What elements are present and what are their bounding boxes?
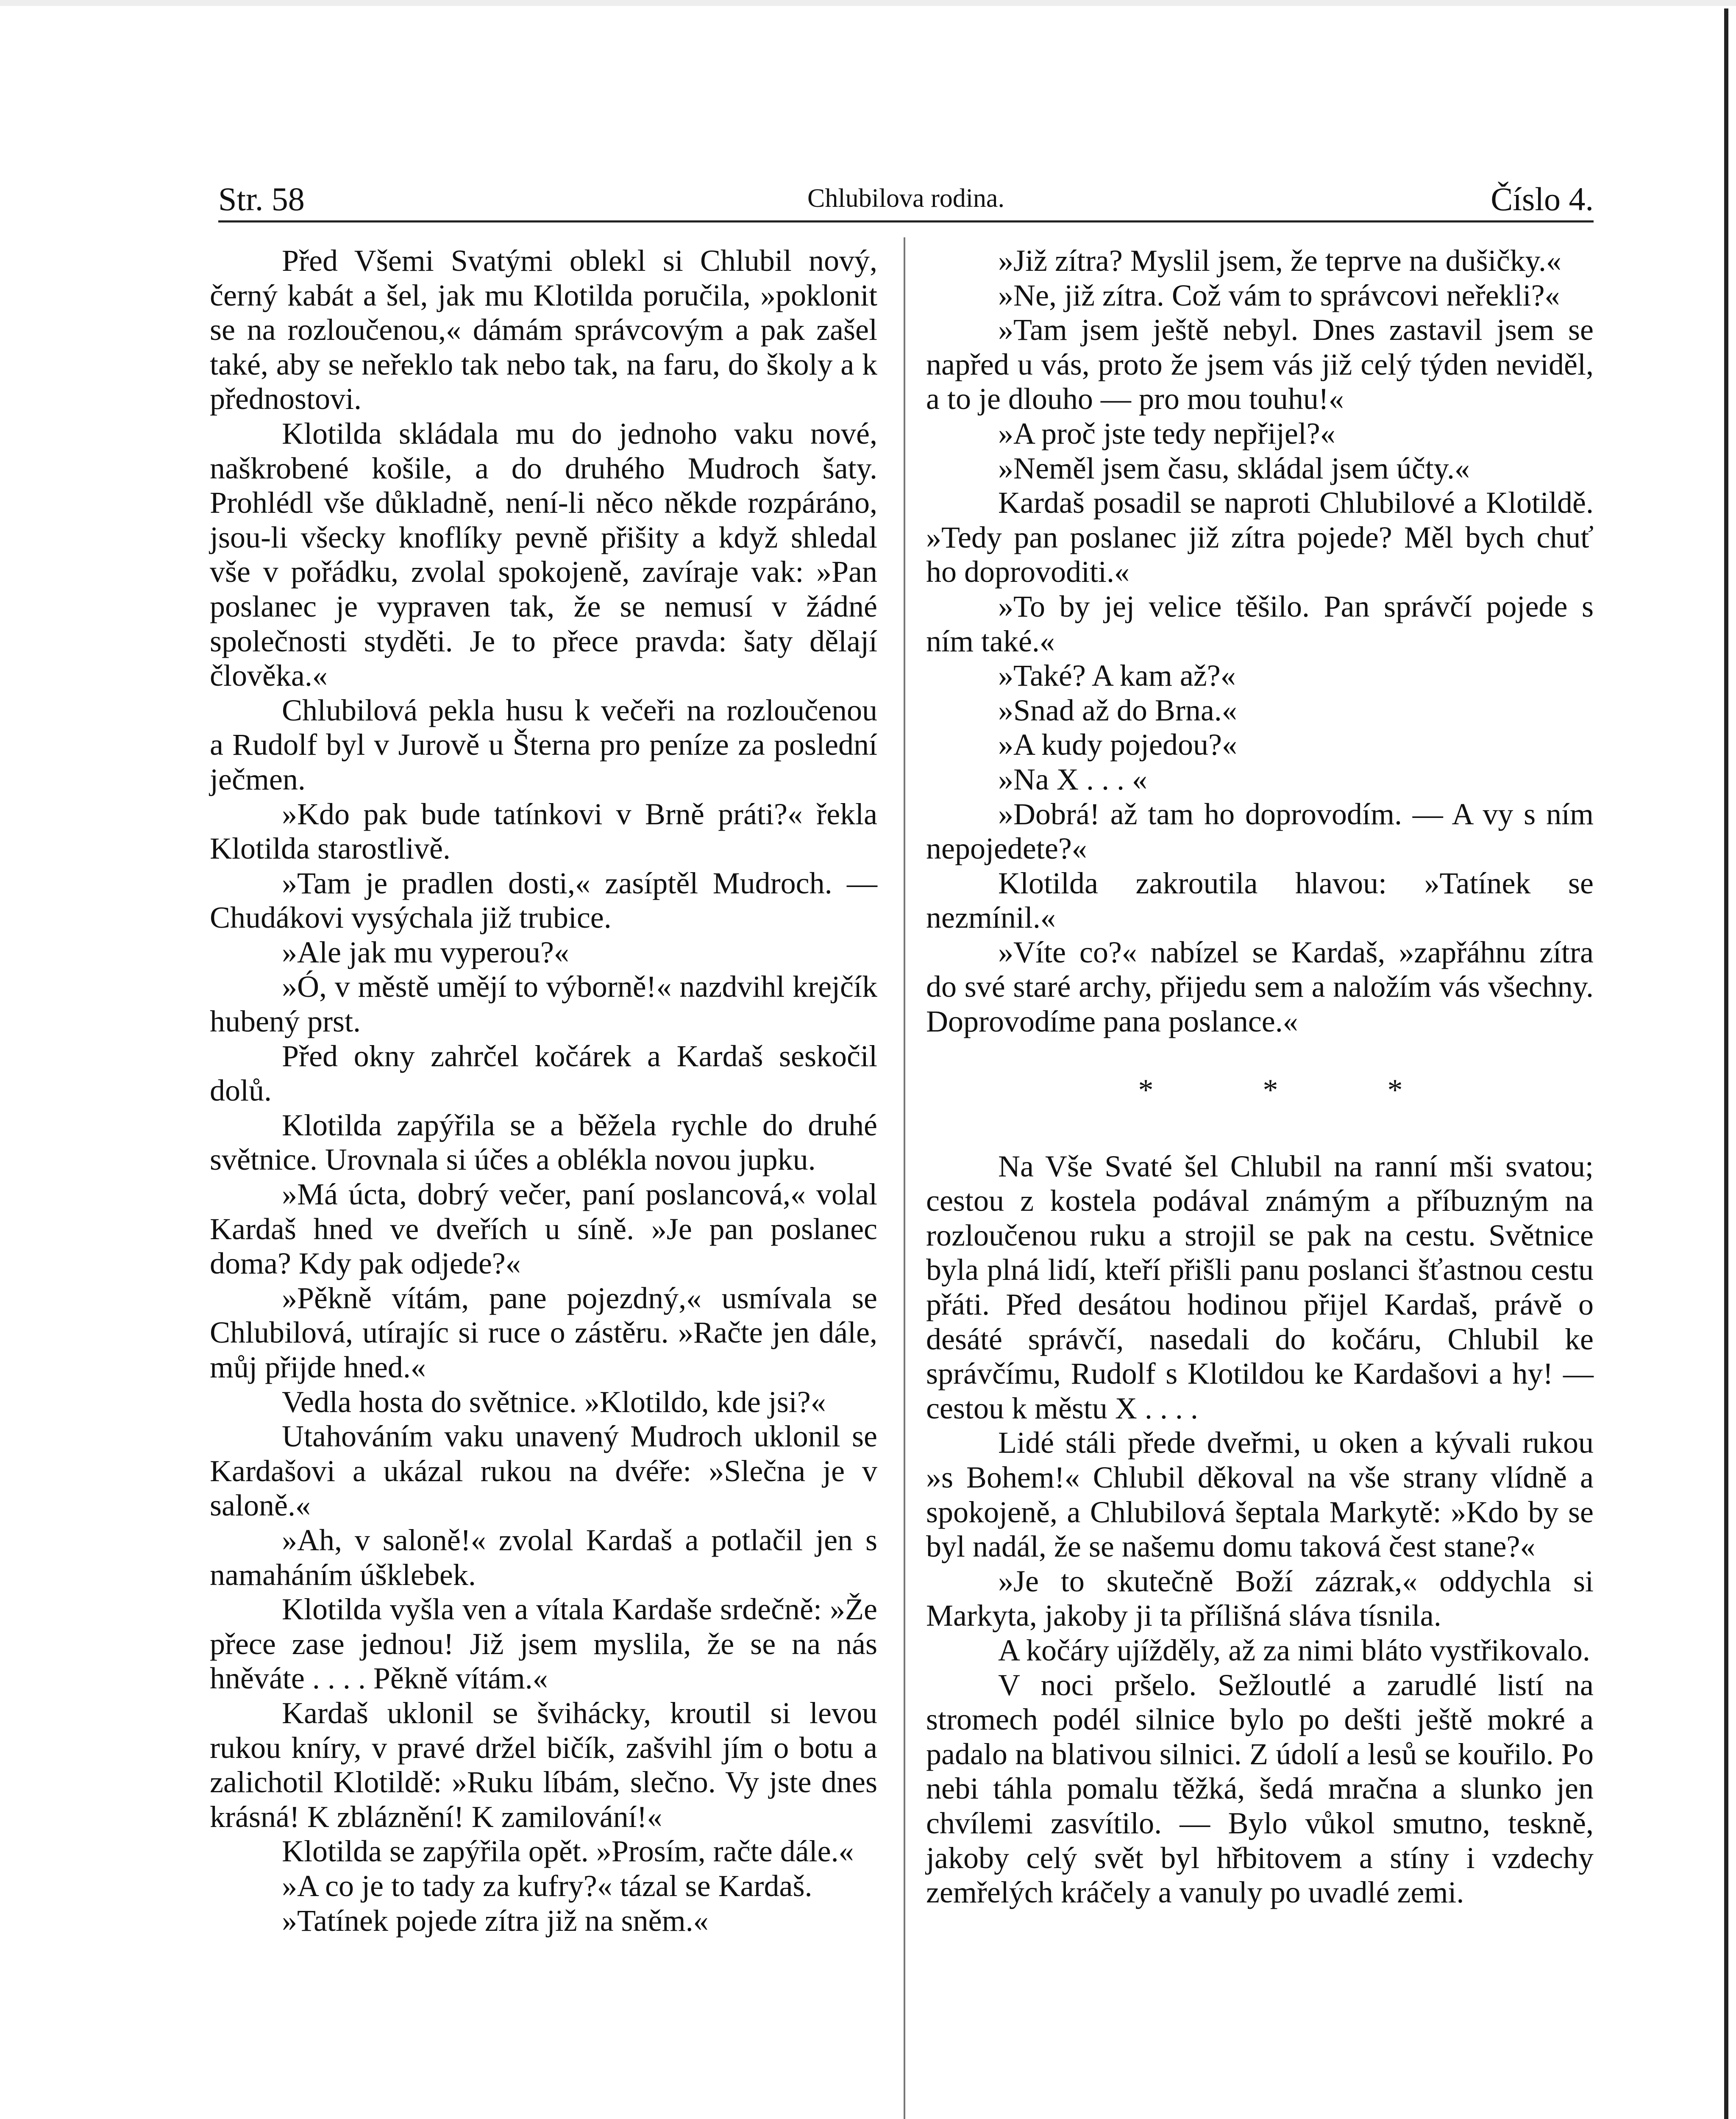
paragraph: »Tam je pradlen dosti,« zasíptěl Mudroch. — Chudákovi vysýchala již trubice. [210,866,877,935]
paragraph: »Ah, v saloně!« zvolal Kardaš a potlačil jen s namaháním úšklebek. [210,1523,877,1592]
paragraph: Před okny zahrčel kočárek a Kardaš seskočil dolů. [210,1039,877,1108]
paragraph: »Ale jak mu vyperou?« [282,935,569,969]
paragraph: »A co je to tady za kufry?« tázal se Kardaš. [282,1869,812,1903]
paragraph: »Tam jsem ještě nebyl. Dnes zastavil jsem se napřed u vás, proto že jsem vás již celý týden neviděl, a to je dlouho — pro mou touhu!« [926,313,1594,416]
paragraph: »Již zítra? Myslil jsem, že teprve na dušičky.« [998,244,1561,278]
paragraph: Vedla hosta do světnice. »Klotildo, kde jsi?« [282,1385,826,1419]
paragraph: Na Vše Svaté šel Chlubil na ranní mši svatou; cestou z kostela podával známým a příbuzným na rozloučenou ruku a strojil se pak na cestu. Světnice byla plná lidí, kteří přišli panu poslanci šťastnou cestu přáti. Před desátou hodinou přijel Kardaš, právě o desáté správčí, nasedali do kočáru, Chlubil ke správčímu, Rudolf s Klotildou ke Kardašovi a hy! — cestou k městu X . . . . [926,1149,1594,1425]
paragraph: Utahováním vaku unavený Mudroch uklonil se Kardašovi a ukázal rukou na dvéře: »Slečna je v saloně.« [210,1419,877,1523]
paragraph: »Je to skutečně Boží zázrak,« oddychla si Markyta, jakoby ji ta přílišná sláva tísnila. [926,1564,1594,1633]
paragraph: »To by jej velice těšilo. Pan správčí pojede s ním také.« [926,589,1594,658]
right-column [926,244,1594,1910]
page-top-edge [0,0,1736,6]
paragraph: »Má úcta, dobrý večer, paní poslancová,« volal Kardaš hned ve dveřích u síně. »Je pan poslanec doma? Kdy pak odjede?« [210,1177,877,1281]
section-separator: * * * [1138,1073,1454,1107]
paragraph: Klotilda skládala mu do jednoho vaku nové, naškrobené košile, a do druhého Mudroch šaty. Prohlédl vše důkladně, není-li něco někde rozpáráno, jsou-li všecky knoflíky pevně přišity a když shledal vše v pořádku, zvolal spokojeně, zavíraje vak: »Pan poslanec je vypraven tak, že se nemusí v žádné společnosti styděti. Je to přece pravda: šaty dělají člověka.« [210,416,877,693]
column-divider [904,237,905,2119]
paragraph: Kardaš posadil se naproti Chlubilové a Klotildě. »Tedy pan poslanec již zítra pojede? Měl bych chuť ho doprovoditi.« [926,486,1594,589]
paragraph: »Neměl jsem času, skládal jsem účty.« [998,451,1470,485]
paragraph: Lidé stáli přede dveřmi, u oken a kývali rukou »s Bohem!« Chlubil děkoval na vše strany vlídně a spokojeně, a Chlubilová šeptala Markytě: »Kdo by se byl nadál, že se našemu domu taková čest stane?« [926,1426,1594,1564]
paragraph: Klotilda zakroutila hlavou: »Tatínek se nezmínil.« [926,866,1594,935]
paragraph: »A kudy pojedou?« [998,728,1237,762]
paragraph: Klotilda se zapýřila opět. »Prosím, račte dále.« [282,1834,854,1869]
issue-number: Číslo 4. [1491,181,1594,217]
header-rule [218,220,1594,222]
paragraph: »Na X . . . « [998,762,1147,796]
page-number: Str. 58 [218,181,305,217]
paragraph: V noci pršelo. Sežloutlé a zarudlé listí na stromech podél silnice bylo po dešti ještě mokré a padalo na blativou silnici. Z údolí a lesů se kouřilo. Po nebi táhla pomalu těžká, šedá mračna a slunko jen chvílemi zasvítilo. — Bylo vůkol smutno, teskně, jakoby celý svět byl hřbitovem a stíny i vzdechy zemřelých kráčely a vanuly po uvadlé zemi. [926,1668,1594,1910]
paragraph: »Tatínek pojede zítra již na sněm.« [282,1903,709,1938]
paragraph: Klotilda zapýřila se a běžela rychle do druhé světnice. Urovnala si účes a oblékla novou jupku. [210,1108,877,1177]
paragraph: Kardaš uklonil se švihácky, kroutil si levou rukou kníry, v pravé držel bičík, zašvihl jím o botu a zalichotil Klotildě: »Ruku líbám, slečno. Vy jste dnes krásná! K zbláznění! K zamilování!« [210,1696,877,1834]
paragraph: »Víte co?« nabízel se Kardaš, »zapřáhnu zítra do své staré archy, přijedu sem a naložím vás všechny. Doprovodíme pana poslance.« [926,935,1594,1039]
paragraph: Klotilda vyšla ven a vítala Kardaše srdečně: »Že přece zase jednou! Již jsem myslila, že se na nás hněváte . . . . Pěkně vítám.« [210,1592,877,1696]
paragraph: »Ne, již zítra. Což vám to správcovi neřekli?« [998,278,1560,312]
paragraph: »Snad až do Brna.« [998,693,1237,727]
paragraph: »Pěkně vítám, pane pojezdný,« usmívala se Chlubilová, utírajíc si ruce o zástěru. »Račte jen dále, můj přijde hned.« [210,1281,877,1384]
left-column [210,244,877,1938]
paragraph: »Ó, v městě umějí to výborně!« nazdvihl krejčík hubený prst. [210,970,877,1039]
page-right-edge [1724,8,1728,2119]
paragraph: »Také? A kam až?« [998,659,1236,693]
paragraph: »Dobrá! až tam ho doprovodím. — A vy s ním nepojedete?« [926,797,1594,866]
running-title: Chlubilova rodina. [807,184,1004,213]
paragraph: Chlubilová pekla husu k večeři na rozloučenou a Rudolf byl v Jurově u Šterna pro peníze za poslední ječmen. [210,693,877,796]
running-header [218,172,1594,222]
paragraph: A kočáry ujížděly, až za nimi bláto vystřikovalo. [998,1633,1590,1667]
paragraph: »Kdo pak bude tatínkovi v Brně práti?« řekla Klotilda starostlivě. [210,797,877,866]
paragraph: Před Všemi Svatými oblekl si Chlubil nový, černý kabát a šel, jak mu Klotilda poručila, »poklonit se na rozloučenou,« dámám správcovým a pak zašel také, aby se neřeklo tak nebo tak, na faru, do školy a k přednostovi. [210,244,877,416]
paragraph: »A proč jste tedy nepřijel?« [998,416,1335,450]
